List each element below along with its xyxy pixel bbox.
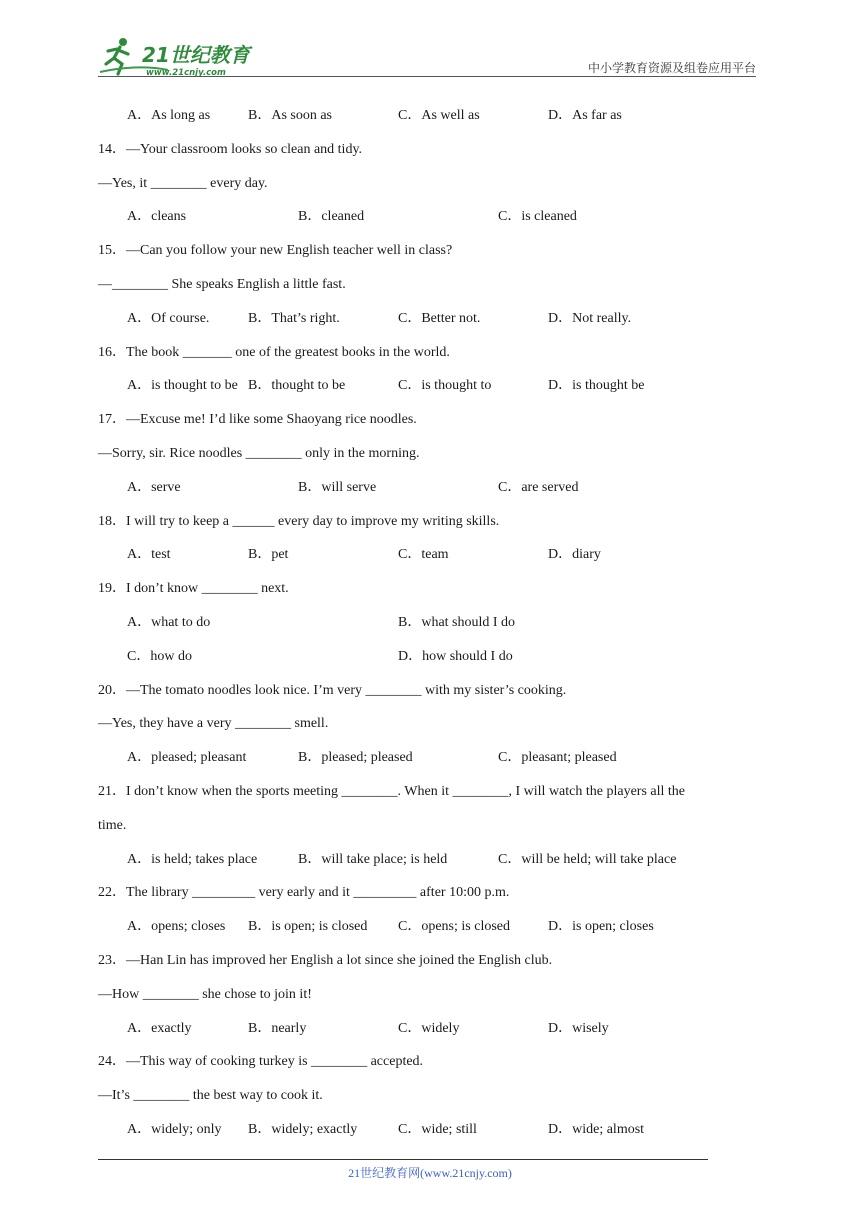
logo-url: www.21cnjy.com [146,68,226,78]
options-row [98,369,760,403]
options-row [98,1113,760,1147]
options-row [98,843,760,877]
question-line: time. [98,817,127,833]
question-line: 14．—Your classroom looks so clean and tidy. [98,141,363,157]
options-row [98,302,760,336]
question-line: 20．—The tomato noodles look nice. I’m very ________ with my sister’s cooking. [98,682,567,698]
answer-option: B．will serve [298,479,377,495]
options-row [98,910,760,944]
answer-option: C．widely [398,1020,460,1036]
options-row [98,200,760,234]
options-row [98,538,760,572]
answer-option: C．Better not. [398,310,481,326]
question-line: 15．—Can you follow your new English teacher well in class? [98,243,453,259]
options-row [98,1012,760,1046]
question-line: 23．—Han Lin has improved her English a lot since she joined the English club. [98,952,553,968]
answer-option: D．is thought be [548,378,645,394]
question-line: —________ She speaks English a little fast. [98,276,346,292]
answer-option: B．cleaned [298,209,365,225]
answer-option: A．cleans [127,209,187,225]
logo-text: 21世纪教育 [142,43,250,67]
answer-option: D．how should I do [398,648,513,664]
platform-name: 中小学教育资源及组卷应用平台 [587,61,756,75]
answer-option: A．what to do [127,614,211,630]
answer-option: C．is cleaned [498,209,577,225]
question-line: 21．I don’t know when the sports meeting ________. When it ________, I will watch the players all the [98,783,685,799]
footer-text: 21世纪教育网(www.21cnjy.com) [348,1166,512,1180]
options-row [98,606,760,640]
answer-option: A．exactly [127,1020,192,1036]
page-header [98,30,756,78]
answer-option: C．pleasant; pleased [498,750,617,766]
answer-option: B．As soon as [248,108,333,123]
answer-option: A．As long as [127,108,211,123]
question-line: —Yes, they have a very ________ smell. [98,716,329,732]
answer-option: A．pleased; pleasant [127,750,247,766]
answer-option: C．As well as [398,108,480,123]
question-line: —Yes, it ________ every day. [98,175,268,191]
answer-option: D．diary [548,547,601,563]
question-line: —Sorry, sir. Rice noodles ________ only in the morning. [98,445,420,461]
question-line: —It’s ________ the best way to cook it. [98,1088,323,1104]
options-row [98,741,760,775]
header-divider [98,76,756,77]
question-line: 16．The book _______ one of the greatest books in the world. [98,344,450,360]
answer-option: A．serve [127,479,181,495]
footer-divider [98,1159,708,1160]
answer-option: C．team [398,547,449,563]
question-line: 22．The library _________ very early and it _________ after 10:00 p.m. [98,885,510,901]
options-row [98,640,760,674]
question-line: —How ________ she chose to join it! [98,986,312,1002]
answer-option: C．is thought to [398,378,492,394]
answer-option: A．Of course. [127,310,210,326]
answer-option: B．pet [248,547,289,563]
answer-option: B．will take place; is held [298,851,448,867]
answer-option: A．widely; only [127,1121,222,1137]
answer-option: C．how do [127,648,192,664]
answer-option: B．widely; exactly [248,1121,358,1137]
answer-option: C．opens; is closed [398,919,510,935]
answer-option: B．thought to be [248,378,346,394]
logo-21cnjy [98,34,268,78]
answer-option: C．will be held; will take place [498,851,677,867]
question-line: 18．I will try to keep a ______ every day to improve my writing skills. [98,513,500,529]
question-list [98,99,760,1147]
answer-option: C．wide; still [398,1121,477,1137]
answer-option: A．is held; takes place [127,851,258,867]
answer-option: C．are served [498,479,579,495]
answer-option: D．is open; closes [548,919,654,935]
question-line: 19．I don’t know ________ next. [98,581,289,597]
answer-option: A．opens; closes [127,919,226,935]
answer-option: B．what should I do [398,614,516,630]
answer-option: D．wide; almost [548,1121,645,1137]
answer-option: B．is open; is closed [248,919,368,935]
answer-option: A．is thought to be [127,378,238,394]
answer-option: B．nearly [248,1020,307,1036]
answer-option: B．pleased; pleased [298,750,413,766]
question-line: 17．—Excuse me! I’d like some Shaoyang rice noodles. [98,412,417,428]
answer-option: D．wisely [548,1020,609,1036]
options-row [98,99,760,133]
options-row [98,471,760,505]
answer-option: D．As far as [548,108,622,123]
answer-option: B．That’s right. [248,310,340,326]
answer-option: D．Not really. [548,310,632,326]
question-line: 24．—This way of cooking turkey is ________ accepted. [98,1054,424,1070]
answer-option: A．test [127,547,171,563]
